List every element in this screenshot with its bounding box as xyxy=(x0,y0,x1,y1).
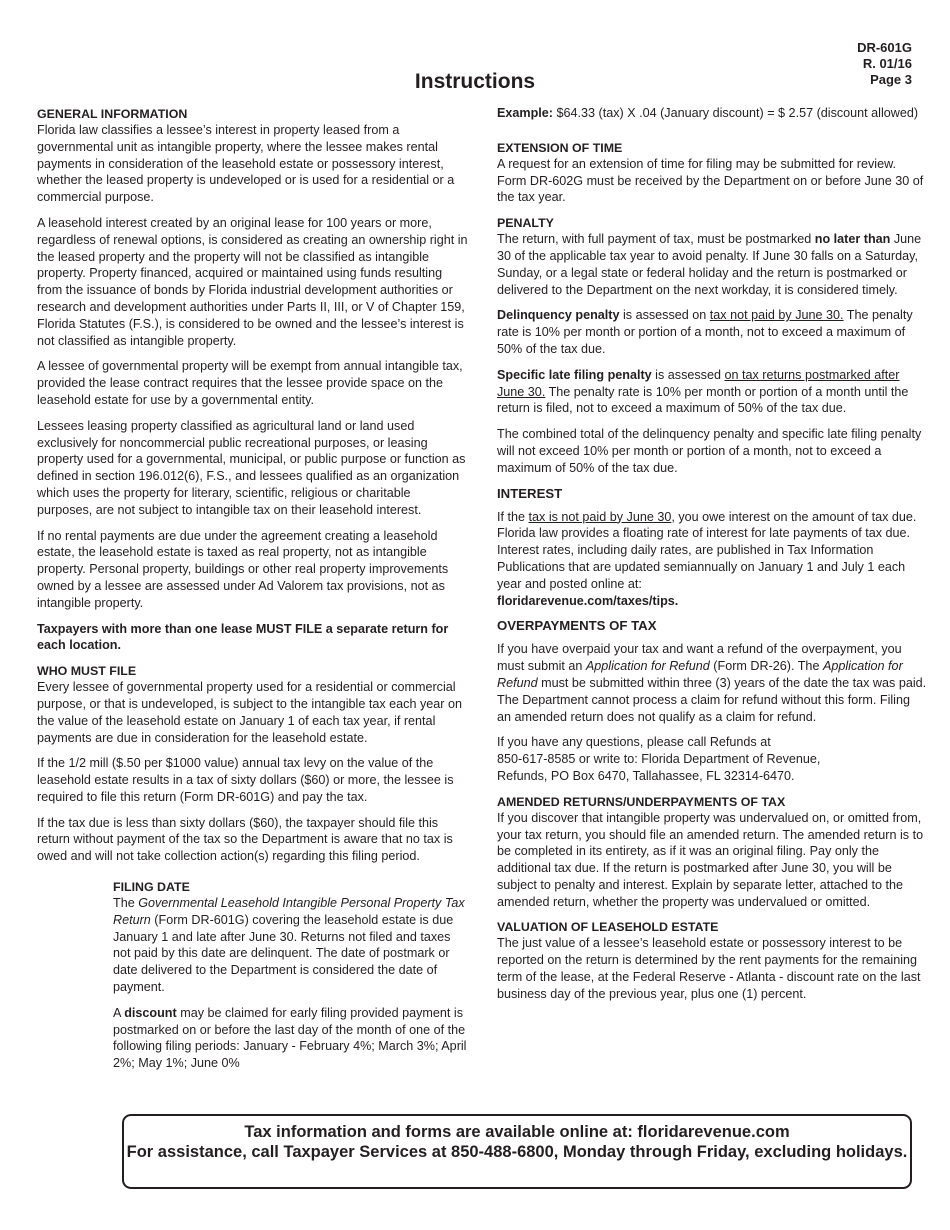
assistance-footer-box xyxy=(122,1114,912,1189)
combined-penalty: The combined total of the delinquency penalty and specific late filing penalty will not exceed 10% per month or portion of a month, not to exceed a maximum of 50% of the tax due. xyxy=(497,427,922,475)
filing-date-section xyxy=(113,879,469,1072)
general-information-p2: A leasehold interest created by an original lease for 100 years or more, regardless of renewal options, is considered as creating an ownership right in the leased property and the property will not be classified as intangible property. Property financed, acquired or maintained using funds resulting from the issuance of bonds by Florida industrial development authorities or research and development authorities under Parts II, III, or V of Chapter 159, Florida Statutes (F.S.), is considered to be owned and the lessee’s interest is not classified as intangible property. xyxy=(37,215,468,348)
extension-p1: A request for an extension of time for filing may be submitted for review. Form DR-602G must be received by the Department on or before June 30 of the tax year. xyxy=(497,156,924,205)
discount-example: Example: $64.33 (tax) X .04 (January discount) = $ 2.57 (discount allowed) xyxy=(497,106,919,120)
general-information-p1: Florida law classifies a lessee’s interest in property leased from a governmental unit as intangible property, where the lessee makes rental payments in consideration of the leasehold estate or possessory interest, whether the leased property is undeveloped or is used for a residential or a commercial purpose. xyxy=(37,123,455,205)
discount-paragraph: A discount may be claimed for early filing provided payment is postmarked on or before the last day of the month of one of the following filing periods: January - February 4%; March 3%; April 2%; May 1%; June 0% xyxy=(113,1005,467,1071)
delinquency-penalty: Delinquency penalty is assessed on tax not paid by June 30. The penalty rate is 10% per month or portion of a month, not to exceed a maximum of 50% of the tax due. xyxy=(497,308,913,356)
late-filing-penalty: Specific late filing penalty is assessed on tax returns postmarked after June 30. The penalty rate is 10% per month or portion of a month until the return is filed, not to exceed a maximum of 50% of the tax due. xyxy=(497,367,909,416)
overpayments-p1: If you have overpaid your tax and want a refund of the overpayment, you must submit an Application for Refund (Form DR-26). The Application for Refund must be submitted within three (3) years of the date the tax was paid. The Department cannot process a claim for refund without this form. Filing an amended return does not qualify as a claim for refund. xyxy=(497,642,927,724)
general-information-p4: Lessees leasing property classified as agricultural land or land used exclusively for noncommercial public recreational purposes, or leasing property used for a governmental, municipal, or public purpose or function as defined in section 196.012(6), F.S., and lessees qualified as an organization which uses the property for literary, scientific, religious or charitable purposes, are not subject to intangible tax on their leasehold interest. xyxy=(37,418,466,517)
who-must-file-p3: If the tax due is less than sixty dollars ($60), the taxpayer should file this return without payment of the tax so the Department is aware that no tax is owed and will not take collection action(s) regarding this filing period. xyxy=(37,815,453,864)
interest-heading: INTEREST xyxy=(497,485,563,501)
general-information-p3: A lessee of governmental property will be exempt from annual intangible tax, provided the lease contract requires that the lessee provide space on the leasehold estate for use by a governmental entity. xyxy=(37,359,463,407)
penalty-p1: The return, with full payment of tax, must be postmarked no later than June 30 of the applicable tax year to avoid penalty. If June 30 falls on a Saturday, Sunday, or a legal state or federal holiday and the return is postmarked or delivered to the Department on the next workday, it is considered timely. xyxy=(497,232,922,297)
general-information-p5: If no rental payments are due under the agreement creating a leasehold estate, the leasehold estate is taxed as real property, not as intangible property. Personal property, buildings or other real property improvements owned by a lessee are assessed under Ad Valorem tax provisions, not as intangible property. xyxy=(37,528,449,610)
refunds-contact: If you have any questions, please call Refunds at 850-617-8585 or write to: Florida Department of Revenue, Refunds, PO Box 6470, Tallahassee, FL 32314-6470. xyxy=(497,735,821,783)
interest-p1: If the tax is not paid by June 30, you owe interest on the amount of tax due. Florida law provides a floating rate of interest for late payments of tax due. Interest rates, including daily rates, are published in Tax Information Publications that are updated semiannually on January 1 and July 1 each year and posted online at: floridarevenue.com/taxes/tips. xyxy=(497,509,917,608)
who-must-file-heading: WHO MUST FILE xyxy=(37,664,137,679)
left-column xyxy=(37,106,469,1081)
footer-line-2: For assistance, call Taxpayer Services at 850-488-6800, Monday through Friday, excluding holidays. xyxy=(126,1143,908,1161)
separate-return-notice: Taxpayers with more than one lease MUST FILE a separate return for each location. xyxy=(37,621,449,653)
who-must-file-p1: Every lessee of governmental property used for a residential or commercial purpose, or that is undeveloped, is subject to the intangible tax each year on the value of the leasehold estate on January 1 of each tax year, if rental payments are due in consideration for the leasehold estate. xyxy=(37,680,462,745)
form-number: DR-601G xyxy=(857,40,912,55)
who-must-file-p2: If the 1/2 mill ($.50 per $1000 value) annual tax levy on the value of the leasehold estate results in a tax of sixty dollars ($60) or more, the lessee is required to file this return (Form DR-601G) and pay the tax. xyxy=(37,756,454,804)
general-information-heading: GENERAL INFORMATION xyxy=(37,107,188,121)
form-revision: R. 01/16 xyxy=(862,56,912,71)
valuation-heading: VALUATION OF LEASEHOLD ESTATE xyxy=(497,920,719,935)
penalty-heading: PENALTY xyxy=(497,216,554,231)
filing-date-p1: The Governmental Leasehold Intangible Personal Property Tax Return (Form DR-601G) covering the leasehold estate is due January 1 and late after June 30. Returns not filed and taxes not paid by this date are delinquent. The date of postmark or date delivered to the Department is considered the date of payment. xyxy=(113,896,465,995)
valuation-p1: The just value of a lessee’s leasehold estate or possessory interest to be reported on the return is determined by the rent payments for the remaining term of the lease, at the Federal Reserve - Atlanta - discount rate on the last business day of the previous year, plus one (1) percent. xyxy=(497,936,921,1001)
overpayments-heading: OVERPAYMENTS OF TAX xyxy=(497,618,657,634)
filing-date-heading: FILING DATE xyxy=(113,880,190,895)
page-number: Page 3 xyxy=(870,72,912,87)
tips-link: floridarevenue.com/taxes/tips. xyxy=(497,593,679,608)
extension-heading: EXTENSION OF TIME xyxy=(497,140,623,155)
amended-p1: If you discover that intangible property was undervalued on, or omitted from, your tax return, you should file an amended return. The amended return is to be completed in its entirety, as if it was an original filing. Pay only the additional tax due. If the return is postmarked after June 30, you will be subject to penalty and interest. Explain by separate letter, attached to the amended return, whether the property was undervalued or omitted. xyxy=(497,810,924,909)
footer-line-1: Tax information and forms are available online at: floridarevenue.com xyxy=(244,1123,790,1141)
right-column xyxy=(497,105,927,1012)
page-title: Instructions xyxy=(414,70,536,93)
amended-heading: AMENDED RETURNS/UNDERPAYMENTS OF TAX xyxy=(497,794,786,809)
